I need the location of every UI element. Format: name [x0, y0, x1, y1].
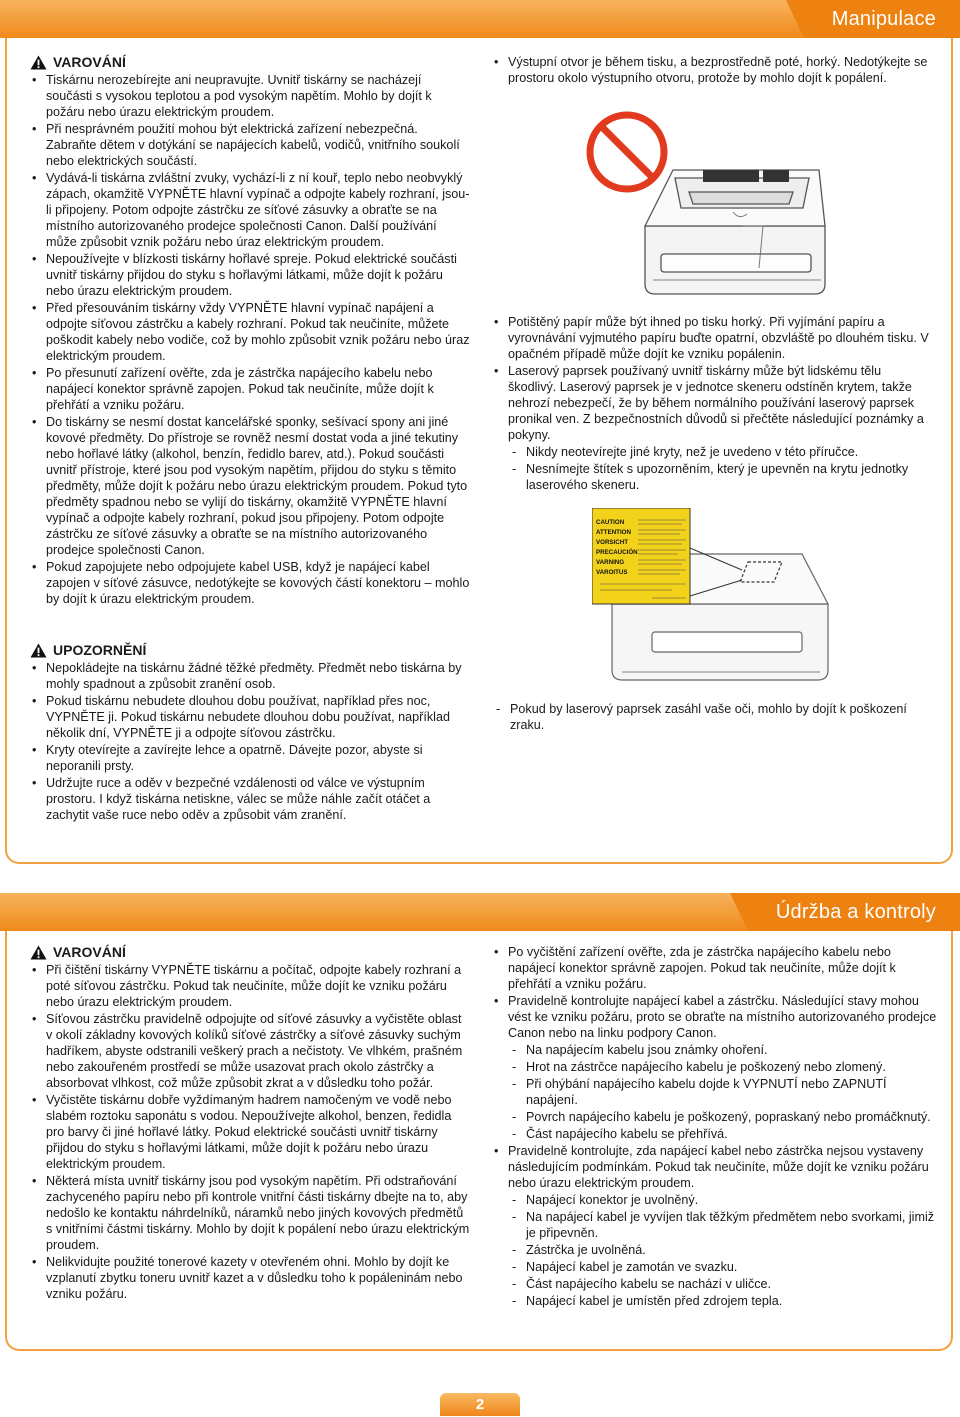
list-item: • Kryty otevírejte a zavírejte lehce a opatrně. Dávejte pozor, abyste si neporanili prsty. — [30, 742, 470, 774]
list-item: • Před přesouváním tiskárny vždy VYPNĚTE hlavní vypínač napájení a odpojte síťovou zástrčku a kabely rozhraní. Pokud tak neučiníte, můžete poškodit kabely nebo vodiče, což by mohlo způsobit vznik požáru nebo úraz elektrickým proudem. — [30, 300, 470, 364]
list-item: - Nikdy neotevírejte jiné kryty, než je uvedeno v této příručce. — [508, 444, 932, 460]
list-item: - Část napájecího kabelu se nachází v uličce. — [508, 1276, 940, 1292]
caution-list — [30, 660, 470, 823]
caution-heading — [30, 642, 470, 658]
conditions-text: Pravidelně kontrolujte, zda napájecí kabel nebo zástrčka nejsou vystaveny následujícím podmínkám. Pokud tak neučiníte, může dojít ke vzniku požáru nebo úrazu elektrickým proudem. — [508, 1144, 929, 1190]
list-item — [492, 1143, 940, 1309]
list-item: • Při nesprávném použití mohou být elektrická zařízení nebezpečná. Zabraňte dětem v dotýkání se napájecích kabelů, vodičů, vnitřního soukolí nebo elektrických součástí. — [30, 121, 470, 169]
caution-block — [30, 642, 470, 824]
list-item: - Zástrčka je uvolněná. — [508, 1242, 940, 1258]
warning-triangle-icon — [30, 55, 47, 70]
list-item: • Některá místa uvnitř tiskárny jsou pod vysokým napětím. Při odstraňování zachyceného papíru nebo při kontrole vnitřní části tiskárny dbejte na to, aby nedošlo ke kontaktu náhrdelníků, náramků nebo jiných kovových předmětů s vnitřními částmi tiskárny. Mohlo by dojít k popálení nebo úrazu elektrickým proudem. — [30, 1173, 470, 1253]
list-item: - Napájecí kabel je zamotán ve svazku. — [508, 1259, 940, 1275]
hot-outlet-illustration — [583, 108, 845, 306]
list-item: • Vyčistěte tiskárnu dobře vyždímaným hadrem namočeným ve vodě nebo slabém roztoku saponátu s vodou. Nepoužívejte alkohol, benzen, ředidla pro barvy či jiné hořlavé látky. Pokud elektrické součásti uvnitř tiskárny přijdou do styku s hořlavými látkami, může dojít k požáru nebo úrazu elektrickým proudem. — [30, 1092, 470, 1172]
list-item: • Vydává-li tiskárna zvláštní zvuky, vychází-li z ní kouř, teplo nebo neobvyklý zápach, okamžitě VYPNĚTE hlavní vypínač a odpojte kabely rozhraní, jsou-li připojeny. Potom odpojte zástrčku ze síťové zásuvky a obraťte se na místního autorizovaného prodejce společnosti Canon. Další používání může způsobit vznik požáru nebo úraz elektrickým proudem. — [30, 170, 470, 250]
list-item: - Na napájecí kabel je vyvíjen tlak těžkým předmětem nebo svorkami, jimiž je připevněn. — [508, 1209, 940, 1241]
label-word: PRECAUCIÓN — [596, 549, 638, 556]
eye-note-block — [492, 700, 932, 734]
caution-triangle-icon — [30, 643, 47, 658]
label-word: ATTENTION — [596, 529, 631, 536]
list-item: • Po přesunutí zařízení ověřte, zda je zástrčka napájecího kabelu nebo napájecí konektor správně zapojen. Pokud tak neučiníte, může dojít k přehřátí a vzniku požáru. — [30, 365, 470, 413]
section-title: Manipulace — [804, 0, 960, 38]
list-item: • Potištěný papír může být ihned po tisku horký. Při vyjímání papíru a vyrovnávání vyjmutého papíru buďte opatrní, obzvláště po dlouhém tisku. V opačném případě může dojít ke vzniku popálenin. — [492, 314, 932, 362]
list-item: • Pokud zapojujete nebo odpojujete kabel USB, když je napájecí kabel zapojen v síťové zásuvce, nedotýkejte se kovových částí konektoru – mohlo by dojít k úrazu elektrickým proudem. — [30, 559, 470, 607]
label-word: VORSICHT — [596, 539, 628, 546]
list-item: • Do tiskárny se nesmí dostat kancelářské sponky, sešívací spony ani jiné kovové předměty. Do přístroje se rovněž nesmí dostat voda a jiné tekutiny nebo hořlavé látky (alkohol, benzín, ředidlo barev, atd.). Pokud součásti uvnitř přístroje, které jsou pod vysokým napětím, přijdou do styku s těmito předměty, může dojít k požáru nebo úrazu elektrickým proudem. Pokud tyto předměty spadnou nebo se vylijí do tiskárny, okamžitě VYPNĚTE hlavní vypínač a odpojte kabely rozhraní, pokud jsou připojeny. Potom odpojte zástrčku ze síťové zásuvky a obraťte se na místního autorizovaného prodejce společnosti Canon. — [30, 414, 470, 558]
list-item: • Nelikvidujte použité tonerové kazety v otevřeném ohni. Mohlo by dojít ke vzplanutí zbytku toneru uvnitř kazet a v důsledku toho k popáleninám nebo vzniku požáru. — [30, 1254, 470, 1302]
list-item: - Nesnímejte štítek s upozorněním, který je upevněn na krytu jednotky laserového skeneru. — [508, 461, 932, 493]
right-column-manipulace-top — [492, 54, 932, 87]
list-item: - Část napájecího kabelu se přehřívá. — [508, 1126, 940, 1142]
right-column-udrzba — [492, 944, 940, 1310]
label-word: CAUTION — [596, 519, 625, 526]
warning-triangle-icon — [30, 945, 47, 960]
section-title: Údržba a kontroly — [748, 893, 960, 931]
laser-text: Laserový paprsek používaný uvnitř tiskárny může být lidskému tělu škodlivý. Laserový paprsek je v jednotce skeneru odstíněn krytem, takže nehrozí nebezpečí, že by během normálního používání laserový paprsek pronikal ven. Z bezpečnostních důvodů si přečtěte následující poznámky a pokyny. — [508, 364, 924, 442]
list-item: - Napájecí kabel je umístěn před zdrojem tepla. — [508, 1293, 940, 1309]
list-item: • Tiskárnu nerozebírejte ani neupravujte. Uvnitř tiskárny se nacházejí součásti s vysokou teplotou a pod vysokým napětím. Mohlo by dojít k požáru nebo úrazu elektrickým proudem. — [30, 72, 470, 120]
list-item: - Napájecí konektor je uvolněný. — [508, 1192, 940, 1208]
left-column-manipulace — [30, 54, 470, 608]
list-item — [492, 363, 932, 493]
list-item: • Udržujte ruce a oděv v bezpečné vzdálenosti od válce ve výstupním prostoru. I když tiskárna netiskne, válec se může náhle začít otáčet a zachytit vaše ruce nebo oděv a způsobit vám zranění. — [30, 775, 470, 823]
list-item: • Síťovou zástrčku pravidelně odpojujte od síťové zásuvky a vyčistěte oblast v okolí základny kovových kolíků síťové zástrčky a síťové zásuvky suchým hadříkem, abyste odstranili veškerý prach a nečistoty. Ve vlhkém, prašném nebo zakouřeném prostředí se může usazovat prach okolo zástrčky a absorbovat vlhkost, což může způsobit zkrat a v důsledku toho požár. — [30, 1011, 470, 1091]
list-item: - Povrch napájecího kabelu je poškozený, popraskaný nebo promáčknutý. — [508, 1109, 940, 1125]
label-word: VAROITUS — [596, 569, 628, 576]
cable-check-text: Pravidelně kontrolujte napájecí kabel a zástrčku. Následující stavy mohou vést ke vzniku požáru, proto se obraťte na místního autorizovaného prodejce Canon nebo na linku podpory Canon. — [508, 994, 937, 1040]
right-column-manipulace-mid — [492, 314, 932, 494]
warning-list — [30, 72, 470, 607]
list-item — [492, 993, 940, 1142]
section-banner-udrzba — [0, 893, 960, 931]
prohibition-icon — [590, 115, 664, 189]
outlet-label — [703, 170, 759, 182]
caution-heading-label: UPOZORNĚNÍ — [53, 642, 147, 658]
warning-heading — [30, 944, 470, 960]
list-item: • Nepokládejte na tiskárnu žádné těžké předměty. Předmět nebo tiskárna by mohly spadnout a způsobit zranění osob. — [30, 660, 470, 692]
warning-heading-label: VAROVÁNÍ — [53, 944, 126, 960]
list-item: • Při čištění tiskárny VYPNĚTE tiskárnu a počítač, odpojte kabely rozhraní a poté síťovou zástrčku. Pokud tak neučiníte, může dojít ke vzniku požáru nebo úrazu elektrickým proudem. — [30, 962, 470, 1010]
section-banner-manipulace — [0, 0, 960, 38]
page-number: 2 — [440, 1393, 520, 1416]
warning-heading-label: VAROVÁNÍ — [53, 54, 126, 70]
warning-list — [30, 962, 470, 1302]
list-item: • Nepoužívejte v blízkosti tiskárny hořlavé spreje. Pokud elektrické součásti uvnitř tiskárny přijdou do styku s hořlavými látkami, může dojít k požáru nebo úrazu elektrickým proudem. — [30, 251, 470, 299]
list-item: - Při ohýbání napájecího kabelu dojde k VYPNUTÍ nebo ZAPNUTÍ napájení. — [508, 1076, 940, 1108]
list-item: • Po vyčištění zařízení ověřte, zda je zástrčka napájecího kabelu nebo napájecí konektor správně zapojen. Pokud tak neučiníte, může dojít k přehřátí a vzniku požáru. — [492, 944, 940, 992]
list-item: - Hrot na zástrčce napájecího kabelu je poškozený nebo zlomený. — [508, 1059, 940, 1075]
left-column-udrzba — [30, 944, 470, 1303]
list-item: - Na napájecím kabelu jsou známky ohoření. — [508, 1042, 940, 1058]
list-item: • Pokud tiskárnu nebudete dlouhou dobu používat, například přes noc, VYPNĚTE ji. Pokud tiskárnu nebudete dlouhou dobu používat, například několik dní, VYPNĚTE ji a odpojte síťovou zástrčku. — [30, 693, 470, 741]
laser-label-illustration — [592, 508, 842, 688]
list-item: • Výstupní otvor je během tisku, a bezprostředně poté, horký. Nedotýkejte se prostoru okolo výstupního otvoru, protože by mohlo dojít k popálení. — [492, 54, 932, 86]
label-word: VARNING — [596, 559, 625, 566]
warning-heading — [30, 54, 470, 70]
list-item: - Pokud by laserový paprsek zasáhl vaše oči, mohlo by dojít k poškození zraku. — [492, 701, 932, 733]
